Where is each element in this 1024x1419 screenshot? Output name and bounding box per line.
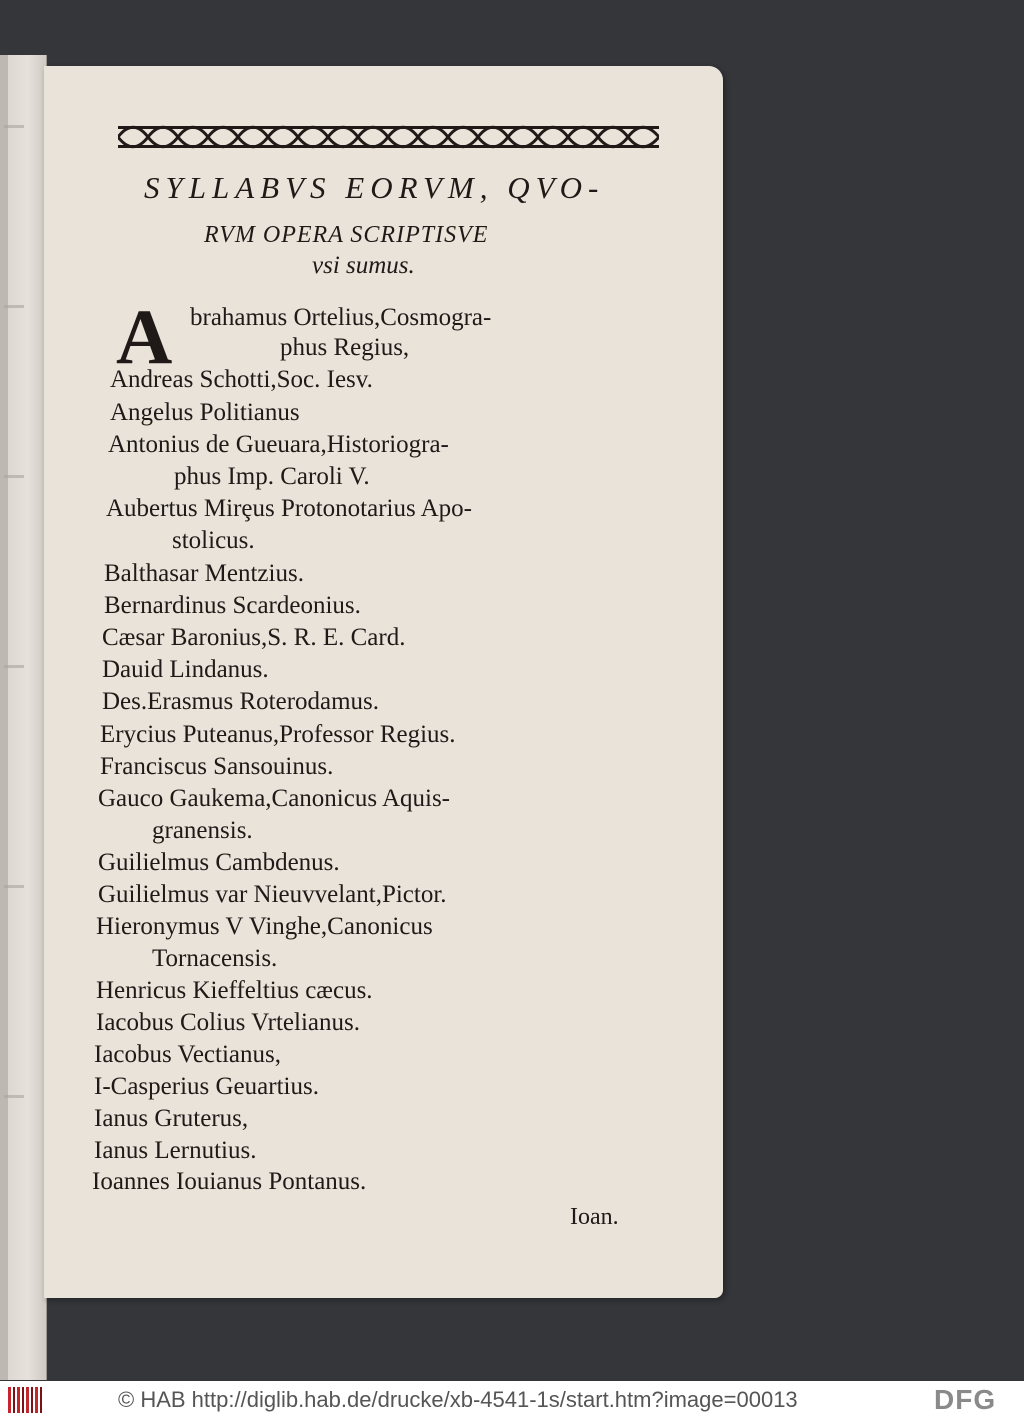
list-item: Ianus Gruterus, <box>94 1105 249 1132</box>
author-list <box>44 66 723 1298</box>
heading-line-3: vsi sumus. <box>312 252 415 279</box>
list-item: phus Imp. Caroli V. <box>174 463 370 490</box>
barcode-bar <box>22 1387 24 1413</box>
bleed-mark <box>4 125 24 128</box>
bleed-mark <box>4 665 24 668</box>
barcode-bar <box>8 1387 11 1413</box>
heading-line-1: SYLLABVS EORVM, QVO- <box>144 170 605 205</box>
book-page <box>44 66 723 1298</box>
list-item: phus Regius, <box>280 334 410 361</box>
bleed-mark <box>4 475 24 478</box>
list-item: Aubertus Mirȩus Protonotarius Apo- <box>106 495 472 522</box>
bleed-mark <box>4 305 24 308</box>
viewer-footer <box>0 1381 1024 1419</box>
barcode-icon <box>8 1387 48 1413</box>
list-item: Ianus Lernutius. <box>94 1137 257 1164</box>
list-item: Tornacensis. <box>152 945 278 972</box>
list-item: Des.Erasmus Roterodamus. <box>102 688 380 715</box>
barcode-bar <box>26 1387 29 1413</box>
barcode-bar <box>13 1387 15 1413</box>
list-item: Ioannes Iouianus Pontanus. <box>92 1168 367 1195</box>
barcode-bar <box>35 1387 38 1413</box>
page-edge-shadow <box>0 55 8 1380</box>
list-item: granensis. <box>152 817 253 844</box>
barcode-bar <box>17 1387 20 1413</box>
list-item: I-Casperius Geuartius. <box>94 1073 319 1100</box>
bleed-mark <box>4 1095 24 1098</box>
bleed-mark <box>4 885 24 888</box>
list-item: Guilielmus var Nieuvvelant,Pictor. <box>98 881 447 908</box>
list-item: Antonius de Gueuara,Historiogra- <box>108 431 449 458</box>
list-item: Dauid Lindanus. <box>102 656 269 683</box>
list-item: Franciscus Sansouinus. <box>100 753 334 780</box>
list-item: Guilielmus Cambdenus. <box>98 849 340 876</box>
list-item: Gauco Gaukema,Canonicus Aquis- <box>98 785 451 812</box>
drop-capital: A <box>116 293 173 380</box>
list-item: Andreas Schotti,Soc. Iesv. <box>110 366 373 393</box>
list-item: Iacobus Vectianus, <box>94 1041 281 1068</box>
list-item: Cæsar Baronius,S. R. E. Card. <box>102 624 406 651</box>
list-item: Iacobus Colius Vrtelianus. <box>96 1009 360 1036</box>
list-item: Bernardinus Scardeonius. <box>104 592 361 619</box>
adjacent-page-edge <box>0 55 47 1380</box>
heading-line-2: RVM OPERA SCRIPTISVE <box>204 222 489 248</box>
list-item: brahamus Ortelius,Cosmogra- <box>190 304 492 331</box>
list-item: Balthasar Mentzius. <box>104 560 304 587</box>
barcode-bar <box>40 1387 42 1413</box>
barcode-bar <box>31 1387 33 1413</box>
list-item: Henricus Kieffeltius cæcus. <box>96 977 373 1004</box>
dfg-logo: DFG <box>934 1384 997 1415</box>
list-item: stolicus. <box>172 527 255 554</box>
list-item: Angelus Politianus <box>110 399 300 426</box>
copyright-link[interactable]: © HAB http://diglib.hab.de/drucke/xb-4541-1s/start.htm?image=00013 <box>118 1387 798 1412</box>
list-item: Hieronymus V Vinghe,Canonicus <box>96 913 433 940</box>
list-item: Erycius Puteanus,Professor Regius. <box>100 721 456 748</box>
catchword: Ioan. <box>570 1204 619 1230</box>
